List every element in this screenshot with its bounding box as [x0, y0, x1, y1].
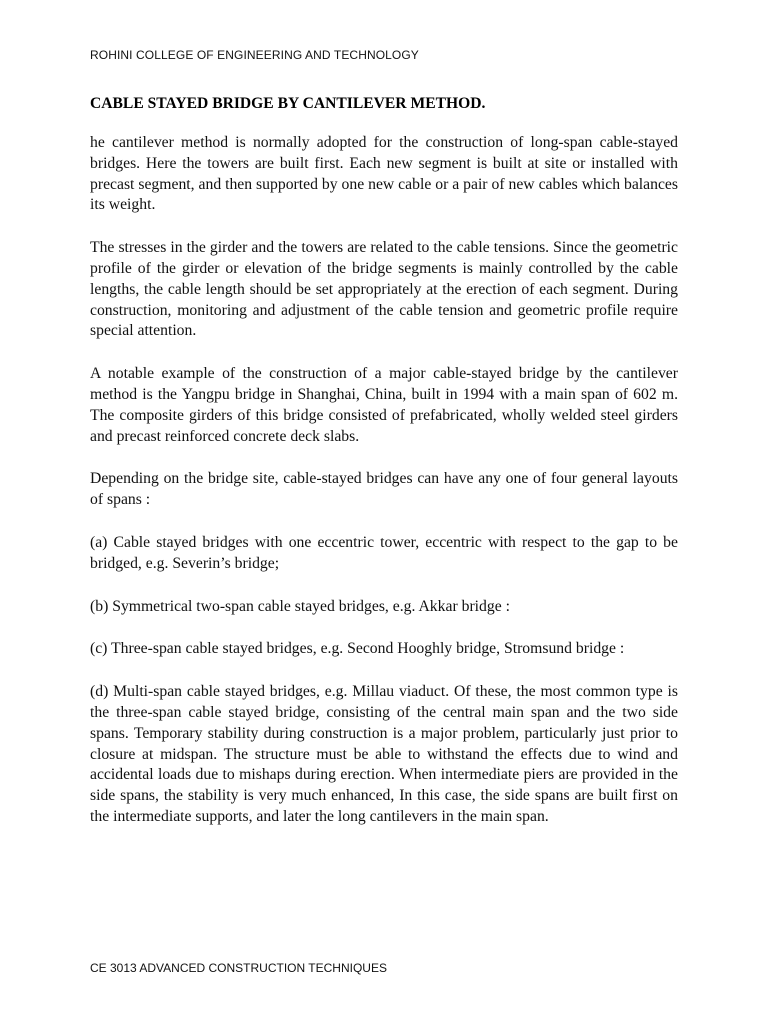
page-header: ROHINI COLLEGE OF ENGINEERING AND TECHNOLOGY — [90, 48, 419, 62]
paragraph-intro: he cantilever method is normally adopted for the construction of long-span cable-stayed bridges. Here the towers are built first. Each new segment is built at site or installed with precast segment, and then supported by one new cable or a pair of new cables which balances its weight. — [90, 134, 678, 214]
page-footer: CE 3013 ADVANCED CONSTRUCTION TECHNIQUES — [90, 961, 387, 975]
document-body — [90, 133, 678, 850]
paragraph-layout-d: (d) Multi-span cable stayed bridges, e.g. Millau viaduct. Of these, the most common type is the three-span cable stayed bridge, consisting of the central main span and the two side spans. Temporary stability during construction is a major problem, particularly just prior to closure at midspan. The structure must be able to withstand the effects due to wind and accidental loads due to mishaps during erection. When intermediate piers are provided in the side spans, the stability is very much enhanced, In this case, the side spans are built first on the intermediate supports, and later the long cantilevers in the main span. — [90, 683, 678, 825]
paragraph-layout-b: (b) Symmetrical two-span cable stayed bridges, e.g. Akkar bridge : — [90, 597, 510, 615]
paragraph-layouts: Depending on the bridge site, cable-stayed bridges can have any one of four general layouts of spans : — [90, 470, 678, 509]
paragraph-stresses: The stresses in the girder and the towers are related to the cable tensions. Since the geometric profile of the girder or elevation of the bridge segments is mainly controlled by the cable lengths, the cable length should be set appropriately at the erection of each segment. During construction, monitoring and adjustment of the cable tension and geometric profile require special attention. — [90, 239, 678, 340]
paragraph-layout-a: (a) Cable stayed bridges with one eccentric tower, eccentric with respect to the gap to be bridged, e.g. Severin’s bridge; — [90, 533, 678, 572]
document-title: CABLE STAYED BRIDGE BY CANTILEVER METHOD. — [90, 95, 486, 112]
paragraph-layout-c: (c) Three-span cable stayed bridges, e.g. Second Hooghly bridge, Stromsund bridge : — [90, 640, 625, 658]
paragraph-example: A notable example of the construction of a major cable-stayed bridge by the cantilever method is the Yangpu bridge in Shanghai, China, built in 1994 with a main span of 602 m. The composite girders of this bridge consisted of prefabricated, wholly welded steel girders and precast reinforced concrete deck slabs. — [90, 365, 678, 445]
